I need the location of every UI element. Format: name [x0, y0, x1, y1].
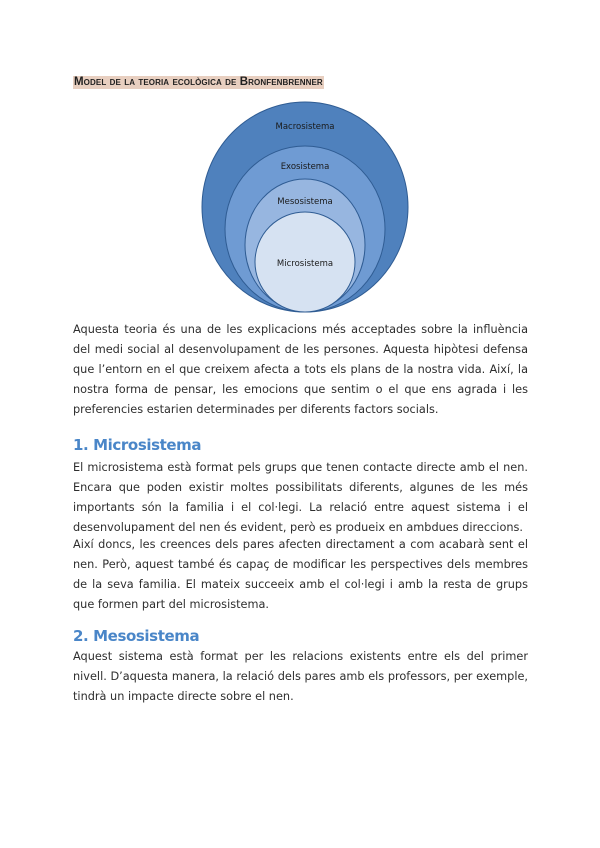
intro-paragraph: Aquesta teoria és una de les explicacions més acceptades sobre la influència del medi social al desenvolupament de les persones. Aquesta hipòtesi defensa que l’entorn en el que creixem afecta a tots els plans de la nostra vida. Així, la nostra forma de pensar, les emocions que sentim o el que ens agrada i les preferencies estarien determinades per diferents factors socials.: [73, 323, 528, 416]
label-mesosistema: Mesosistema: [277, 197, 333, 207]
mesosistema-paragraph-1: Aquest sistema està format per les relacions existents entre els del primer nivell. D’aquesta manera, la relació dels pares amb els professors, per exemple, tindrà un impacte directe sobre el nen.: [73, 650, 528, 703]
label-macrosistema: Macrosistema: [275, 122, 335, 132]
label-exosistema: Exosistema: [280, 162, 330, 172]
document-title: Model de la teoria ecològica de Bronfenbrenner: [74, 76, 323, 88]
label-microsistema: Microsistema: [276, 259, 334, 269]
section-heading-microsistema: 1. Microsistema: [73, 436, 202, 454]
ecological-model-diagram: [200, 100, 410, 315]
microsistema-paragraph-1: El microsistema està format pels grups que tenen contacte directe amb el nen. Encara que poden existir moltes possibilitats diferents, algunes de les més importants són la familia i el col·legi. La relació entre aquest sistema i el desenvolupament del nen és evident, però es produeix en ambdues direccions.: [73, 461, 528, 534]
section-heading-mesosistema: 2. Mesosistema: [73, 627, 200, 645]
microsistema-paragraph-2: Així doncs, les creences dels pares afecten directament a com acabarà sent el nen. Però, aquest també és capaç de modificar les perspectives dels membres de la seva familia. El mateix succeeix amb el col·legi i amb la resta de grups que formen part del microsistema.: [73, 538, 528, 611]
